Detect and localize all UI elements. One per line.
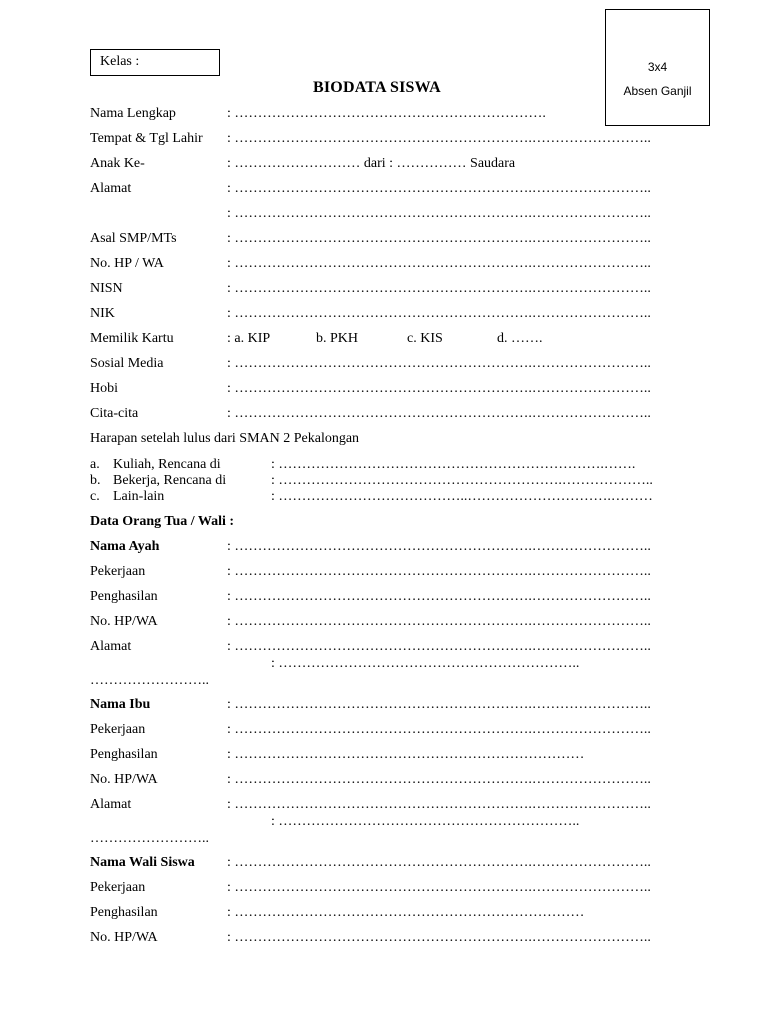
ibu-alamat-label: Alamat (90, 797, 132, 812)
ayah-nama-label: Nama Ayah (90, 539, 160, 554)
field-label-cita-cita: Cita-cita (90, 406, 139, 421)
field-value-asal-smp[interactable]: : ……………………………………………………….…………………….. (227, 231, 651, 246)
wali-nama-value[interactable]: : ……………………………………………………….…………………….. (227, 855, 651, 870)
harapan-text-c: Lain-lain (113, 489, 165, 504)
kartu-option-kip[interactable]: : a. KIP (227, 331, 271, 346)
harapan-value-c[interactable]: : …………………………………..………………………….……… (271, 489, 653, 504)
kartu-option-pkh[interactable]: b. PKH (316, 331, 359, 346)
ayah-penghasilan-value[interactable]: : ……………………………………………………….…………………….. (227, 589, 651, 604)
field-value-tempat-tgl[interactable]: : ……………………………………………………….…………………….. (227, 131, 651, 146)
wali-hp-value[interactable]: : ……………………………………………………….…………………….. (227, 930, 651, 945)
ayah-alamat-value[interactable]: : ……………………………………………………….…………………….. (227, 639, 651, 654)
field-value-nik[interactable]: : ……………………………………………………….…………………….. (227, 306, 651, 321)
harapan-text-b: Bekerja, Rencana di (113, 473, 227, 488)
field-label-nisn: NISN (90, 281, 123, 296)
field-value-alamat-line2[interactable]: : ……………………………………………………….…………………….. (227, 206, 651, 221)
ayah-alamat-value-line2[interactable]: : ……………………………………………………….. (271, 656, 580, 671)
field-value-cita-cita[interactable]: : ……………………………………………………….…………………….. (227, 406, 651, 421)
field-label-nik: NIK (90, 306, 115, 321)
field-value-hobi[interactable]: : ……………………………………………………….…………………….. (227, 381, 651, 396)
field-label-hobi: Hobi (90, 381, 118, 396)
field-value-nisn[interactable]: : ……………………………………………………….…………………….. (227, 281, 651, 296)
field-value-sosial-media[interactable]: : ……………………………………………………….…………………….. (227, 356, 651, 371)
ortu-heading: Data Orang Tua / Wali : (90, 514, 235, 529)
kartu-option-other[interactable]: d. ……. (497, 331, 543, 346)
photo-size: 3x4 (647, 60, 668, 74)
ibu-hp-label: No. HP/WA (90, 772, 158, 787)
field-label-asal-smp: Asal SMP/MTs (90, 231, 177, 246)
photo-note: Absen Ganjil (623, 84, 692, 98)
ayah-alamat-value-line3[interactable]: …………………….. (90, 673, 209, 688)
field-label-kartu: Memilik Kartu (90, 331, 174, 346)
field-label-alamat: Alamat (90, 181, 132, 196)
wali-penghasilan-value[interactable]: : ………………………………………………………………… (227, 905, 585, 920)
field-value-alamat[interactable]: : ……………………………………………………….…………………….. (227, 181, 651, 196)
ibu-penghasilan-value[interactable]: : ………………………………………………………………… (227, 747, 585, 762)
wali-pekerjaan-label: Pekerjaan (90, 880, 146, 895)
field-value-no-hp[interactable]: : ……………………………………………………….…………………….. (227, 256, 651, 271)
field-value-nama-lengkap[interactable]: : …………………………………………………………. (227, 106, 546, 121)
ayah-hp-value[interactable]: : ……………………………………………………….…………………….. (227, 614, 651, 629)
ayah-alamat-label: Alamat (90, 639, 132, 654)
ayah-hp-label: No. HP/WA (90, 614, 158, 629)
ibu-penghasilan-label: Penghasilan (90, 747, 158, 762)
kelas-box (90, 49, 220, 76)
field-label-tempat-tgl: Tempat & Tgl Lahir (90, 131, 203, 146)
ibu-hp-value[interactable]: : ……………………………………………………….…………………….. (227, 772, 651, 787)
harapan-value-b[interactable]: : …………………………………………………….……………….. (271, 473, 653, 488)
kelas-label: Kelas : (100, 54, 140, 69)
field-label-sosial-media: Sosial Media (90, 356, 164, 371)
field-label-anak-ke: Anak Ke- (90, 156, 145, 171)
wali-nama-label: Nama Wali Siswa (90, 855, 195, 870)
ibu-pekerjaan-value[interactable]: : ……………………………………………………….…………………….. (227, 722, 651, 737)
ibu-nama-value[interactable]: : ……………………………………………………….…………………….. (227, 697, 651, 712)
harapan-marker-c: c. (90, 489, 100, 504)
ibu-alamat-value-line2[interactable]: : ……………………………………………………….. (271, 814, 580, 829)
field-value-anak-ke[interactable]: : ……………………… dari : …………… Saudara (227, 156, 516, 171)
field-label-nama-lengkap: Nama Lengkap (90, 106, 176, 121)
ayah-pekerjaan-label: Pekerjaan (90, 564, 146, 579)
ibu-pekerjaan-label: Pekerjaan (90, 722, 146, 737)
ayah-nama-value[interactable]: : ……………………………………………………….…………………….. (227, 539, 651, 554)
harapan-value-a[interactable]: : …………………………………………………………….……. (271, 457, 636, 472)
ayah-pekerjaan-value[interactable]: : ……………………………………………………….…………………….. (227, 564, 651, 579)
ibu-nama-label: Nama Ibu (90, 697, 151, 712)
harapan-marker-a: a. (90, 457, 100, 472)
photo-placeholder (605, 9, 710, 126)
field-label-no-hp: No. HP / WA (90, 256, 164, 271)
page-title: BIODATA SISWA (313, 79, 441, 96)
ibu-alamat-value-line3[interactable]: …………………….. (90, 831, 209, 846)
wali-hp-label: No. HP/WA (90, 930, 158, 945)
harapan-label: Harapan setelah lulus dari SMAN 2 Pekalongan (90, 431, 360, 446)
ibu-alamat-value[interactable]: : ……………………………………………………….…………………….. (227, 797, 651, 812)
kartu-option-kis[interactable]: c. KIS (407, 331, 443, 346)
wali-penghasilan-label: Penghasilan (90, 905, 158, 920)
ayah-penghasilan-label: Penghasilan (90, 589, 158, 604)
harapan-text-a: Kuliah, Rencana di (113, 457, 221, 472)
harapan-marker-b: b. (90, 473, 101, 488)
wali-pekerjaan-value[interactable]: : ……………………………………………………….…………………….. (227, 880, 651, 895)
